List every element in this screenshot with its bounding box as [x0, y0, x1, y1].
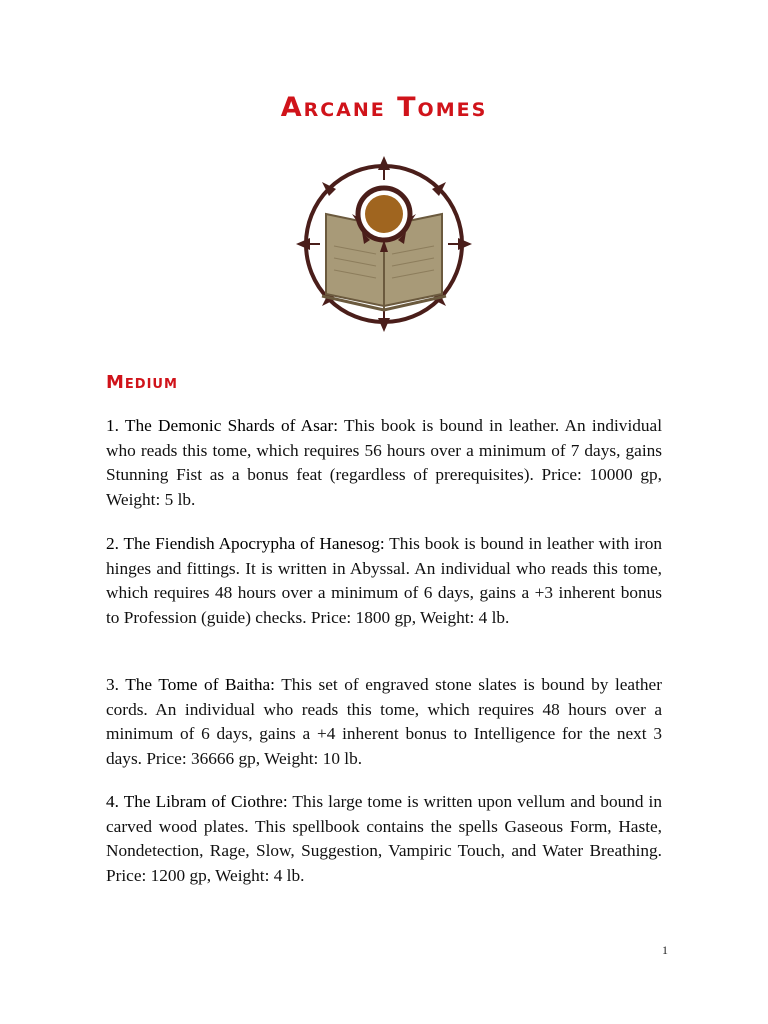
tome-name: 3. The Tome of Baitha:	[106, 675, 275, 694]
tome-description: This set of engraved stone slates is bound by leather cords. An individual who reads this tome, which requires 48 hours over a minimum of 6 days, gains a +4 inherent bonus to Intelligence for the next 3 days. Price: 36666 gp, Weight: 10 lb.	[106, 675, 662, 768]
tome-name: 2. The Fiendish Apocrypha of Hanesog:	[106, 534, 385, 553]
section-heading: Medium	[106, 372, 178, 393]
tome-entry	[106, 532, 662, 630]
tome-description: This book is bound in leather with iron hinges and fittings. It is written in Abyssal. An individual who reads this tome, which requires 48 hours over a minimum of 6 days, gains a +3 inherent bonus to Profession (guide) checks. Price: 1800 gp, Weight: 4 lb.	[106, 534, 662, 627]
page-number: 1	[662, 943, 668, 957]
tome-description: This large tome is written upon vellum and bound in carved wood plates. This spellbook contains the spells Gaseous Form, Haste, Nondetection, Rage, Slow, Suggestion, Vampiric Touch, and Water Breathing. Price: 1200 gp, Weight: 4 lb.	[106, 792, 662, 885]
arcane-book-emblem-icon	[296, 156, 472, 332]
tome-description: This book is bound in leather. An individual who reads this tome, which requires 56 hours over a minimum of 7 days, gains Stunning Fist as a bonus feat (regardless of prerequisites). Price: 10000 gp, Weight: 5 lb.	[106, 416, 662, 509]
tome-name: 4. The Libram of Ciothre:	[106, 792, 288, 811]
tome-entry	[106, 673, 662, 771]
tome-entry	[106, 790, 662, 888]
page-title: Arcane Tomes	[280, 92, 488, 123]
tome-entry	[106, 414, 662, 512]
tome-name: 1. The Demonic Shards of Asar:	[106, 416, 339, 435]
